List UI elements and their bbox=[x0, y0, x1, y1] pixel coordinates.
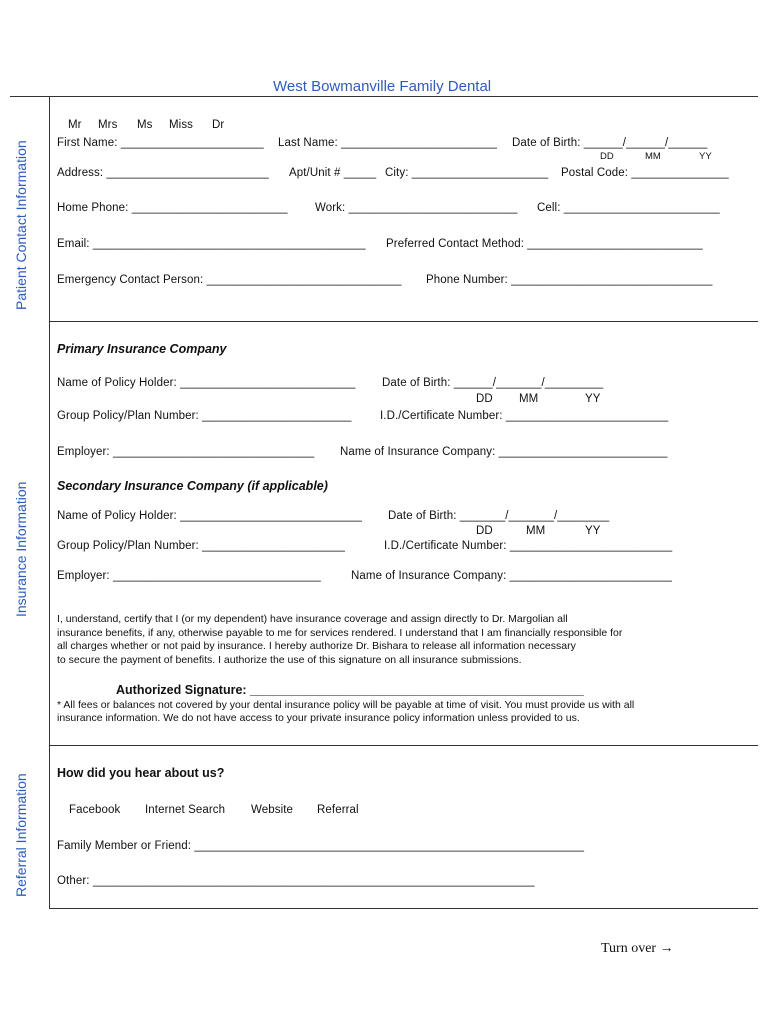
secondary-policy-holder-field[interactable]: Name of Policy Holder: ____________________________ bbox=[57, 510, 362, 522]
preferred-contact-field[interactable]: Preferred Contact Method: ___________________________ bbox=[386, 238, 703, 250]
email-field[interactable]: Email: __________________________________________ bbox=[57, 238, 366, 250]
title-option-miss[interactable]: Miss bbox=[169, 119, 194, 131]
secondary-group-policy-field[interactable]: Group Policy/Plan Number: ______________________ bbox=[57, 540, 346, 552]
home-phone-field[interactable]: Home Phone: ________________________ bbox=[57, 202, 288, 214]
primary-group-policy-field[interactable]: Group Policy/Plan Number: _______________________ bbox=[57, 410, 352, 422]
certification-line-1: I, understand, certify that I (or my dependent) have insurance coverage and assign directly to Dr. Margolian all bbox=[57, 613, 568, 625]
title-option-dr[interactable]: Dr bbox=[212, 119, 225, 131]
primary-policy-holder-field[interactable]: Name of Policy Holder: ___________________________ bbox=[57, 377, 356, 389]
primary-dob-field[interactable]: Date of Birth: ______/_______/_________ bbox=[382, 377, 604, 389]
apt-unit-field[interactable]: Apt/Unit # _____ bbox=[289, 167, 377, 179]
primary-employer-field[interactable]: Employer: _______________________________ bbox=[57, 446, 315, 458]
certification-line-4: to secure the payment of benefits. I authorize the use of this signature on all insurance submissions. bbox=[57, 654, 522, 666]
family-member-field[interactable]: Family Member or Friend: ____________________________________________________________ bbox=[57, 840, 585, 852]
primary-certificate-field[interactable]: I.D./Certificate Number: _________________________ bbox=[380, 410, 669, 422]
secondary-dob-field[interactable]: Date of Birth: _______/_______/________ bbox=[388, 510, 610, 522]
title-option-mr[interactable]: Mr bbox=[68, 119, 82, 131]
emergency-contact-field[interactable]: Emergency Contact Person: ______________________________ bbox=[57, 274, 402, 286]
certification-line-2: insurance benefits, if any, otherwise payable to me for services rendered. I understand that I am financially responsible for bbox=[57, 627, 623, 639]
primary-insurance-heading: Primary Insurance Company bbox=[57, 342, 227, 356]
date-of-birth-field[interactable]: Date of Birth: ______/______/______ bbox=[512, 137, 708, 149]
divider bbox=[49, 321, 758, 322]
postal-code-field[interactable]: Postal Code: _______________ bbox=[561, 167, 729, 179]
primary-dob-dd-label: DD bbox=[476, 393, 493, 405]
title-option-ms[interactable]: Ms bbox=[137, 119, 153, 131]
divider bbox=[49, 745, 758, 746]
referral-question: How did you hear about us? bbox=[57, 766, 225, 780]
title-option-mrs[interactable]: Mrs bbox=[98, 119, 118, 131]
primary-dob-mm-label: MM bbox=[519, 393, 539, 405]
secondary-certificate-field[interactable]: I.D./Certificate Number: _________________________ bbox=[384, 540, 673, 552]
authorized-signature-field[interactable]: Authorized Signature: ________________________________________________ bbox=[116, 683, 584, 697]
section-label-referral: Referral Information bbox=[13, 773, 29, 897]
divider bbox=[49, 908, 758, 909]
other-referral-field[interactable]: Other: ____________________________________________________________________ bbox=[57, 875, 535, 887]
dob-dd-label: DD bbox=[600, 151, 614, 162]
primary-dob-yy-label: YY bbox=[585, 393, 601, 405]
referral-option-referral[interactable]: Referral bbox=[317, 804, 359, 816]
section-label-patient: Patient Contact Information bbox=[13, 140, 29, 310]
divider bbox=[10, 96, 758, 97]
city-field[interactable]: City: _____________________ bbox=[385, 167, 549, 179]
fees-note-line-2: insurance information. We do not have access to your private insurance policy information unless provided to us. bbox=[57, 712, 580, 724]
section-label-insurance: Insurance Information bbox=[13, 481, 29, 617]
last-name-field[interactable]: Last Name: ________________________ bbox=[278, 137, 497, 149]
referral-option-facebook[interactable]: Facebook bbox=[69, 804, 121, 816]
fees-note-line-1: * All fees or balances not covered by your dental insurance policy will be payable at time of visit. You must provide us with all bbox=[57, 699, 635, 711]
work-phone-field[interactable]: Work: __________________________ bbox=[315, 202, 518, 214]
address-field[interactable]: Address: _________________________ bbox=[57, 167, 269, 179]
referral-option-internet-search[interactable]: Internet Search bbox=[145, 804, 226, 816]
dob-yy-label: YY bbox=[699, 151, 712, 162]
secondary-dob-mm-label: MM bbox=[526, 525, 546, 537]
secondary-insurance-heading: Secondary Insurance Company (if applicable) bbox=[57, 479, 328, 493]
secondary-dob-dd-label: DD bbox=[476, 525, 493, 537]
certification-line-3: all charges whether or not paid by insurance. I hereby authorize Dr. Bishara to release all information necessary bbox=[57, 640, 576, 652]
secondary-employer-field[interactable]: Employer: ________________________________ bbox=[57, 570, 321, 582]
turn-over-note: Turn over → bbox=[601, 941, 674, 956]
dob-mm-label: MM bbox=[645, 151, 661, 162]
first-name-field[interactable]: First Name: ______________________ bbox=[57, 137, 264, 149]
divider bbox=[49, 96, 50, 909]
referral-option-website[interactable]: Website bbox=[251, 804, 294, 816]
cell-phone-field[interactable]: Cell: ________________________ bbox=[537, 202, 720, 214]
page-title: West Bowmanville Family Dental bbox=[273, 78, 492, 95]
secondary-dob-yy-label: YY bbox=[585, 525, 601, 537]
emergency-phone-field[interactable]: Phone Number: _______________________________ bbox=[426, 274, 713, 286]
secondary-company-field[interactable]: Name of Insurance Company: _________________________ bbox=[351, 570, 673, 582]
primary-company-field[interactable]: Name of Insurance Company: __________________________ bbox=[340, 446, 668, 458]
